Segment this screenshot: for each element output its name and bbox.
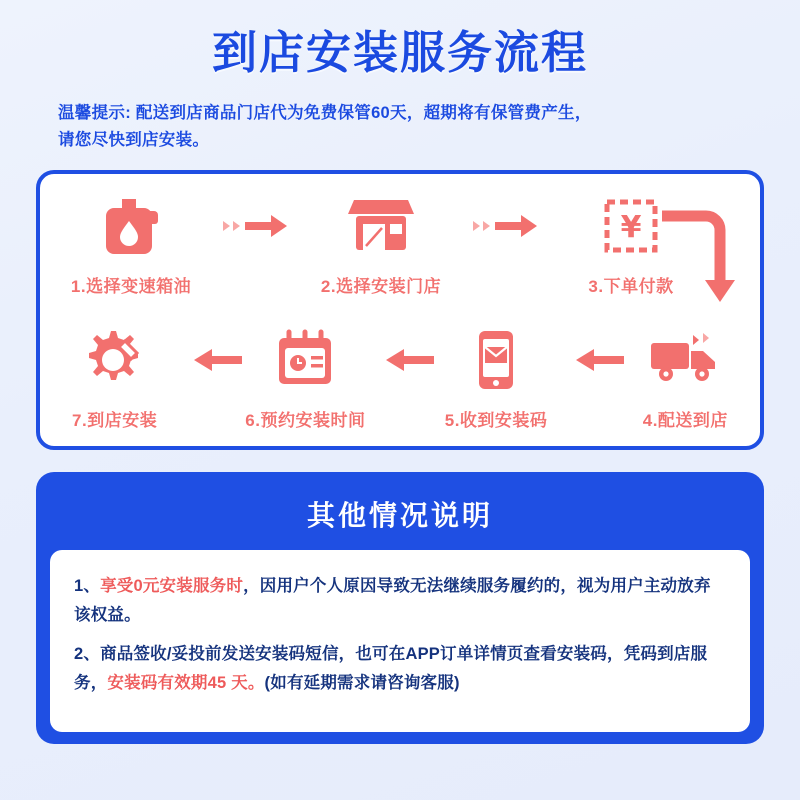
flow-step-4-label: 4.配送到店	[642, 410, 728, 430]
flow-step-1-label: 1.选择变速箱油	[70, 276, 192, 296]
flow-row-top	[40, 190, 760, 297]
flow-row-bottom	[40, 324, 760, 431]
flow-step-6	[245, 324, 365, 431]
other-item-1	[74, 572, 726, 630]
delivery-truck-icon	[627, 324, 744, 396]
other-item-2-note: (如有延期需求请咨询客服)	[264, 673, 460, 692]
shop-icon	[306, 190, 456, 262]
tip-line-2: 请您尽快到店安装。	[58, 130, 210, 149]
flow-step-7	[56, 324, 173, 431]
flow-step-2-label: 2.选择安装门店	[320, 276, 442, 296]
calendar-clock-icon	[245, 324, 365, 396]
tip-paragraph	[58, 100, 742, 154]
other-situations-title: 其他情况说明	[306, 499, 493, 531]
other-situations-body	[50, 550, 750, 732]
other-item-2	[74, 640, 726, 698]
other-item-1-prefix: 1、	[74, 576, 101, 595]
flow-step-5	[437, 324, 554, 431]
flow-step-5-label: 5.收到安装码	[444, 410, 548, 430]
flow-step-3-label: 3.下单付款	[588, 276, 674, 296]
other-item-2-highlight: 安装码有效期45 天。	[107, 673, 265, 692]
svg-text:¥: ¥	[620, 209, 642, 245]
flow-card	[36, 170, 764, 450]
arrow-left-icon-3	[555, 324, 627, 396]
arrow-right-icon-2	[470, 190, 542, 262]
flow-step-4	[627, 324, 744, 431]
oil-bottle-icon	[56, 190, 206, 262]
other-item-1-text: ，因用户个人原因导致无法继续服务履约的，视为用户主动放弃该权益。	[74, 576, 711, 624]
flow-step-1	[56, 190, 206, 297]
flow-step-6-label: 6.预约安装时间	[245, 410, 366, 430]
other-item-2-text: 商品签收/妥投前发送安装码短信，也可在APP订单详情页查看安装码，凭码到店服务，	[74, 644, 708, 692]
other-situations-card	[36, 472, 764, 744]
flow-step-2	[306, 190, 456, 297]
arrow-left-icon-1	[173, 324, 245, 396]
arrow-left-icon-2	[365, 324, 437, 396]
flow-step-7-label: 7.到店安装	[72, 410, 158, 430]
arrow-right-icon-1	[220, 190, 292, 262]
other-item-1-highlight: 享受0元安装服务时	[100, 576, 244, 595]
phone-message-icon	[437, 324, 554, 396]
gear-wrench-icon	[56, 324, 173, 396]
other-item-2-prefix: 2、	[74, 644, 101, 663]
arrow-corner-down-icon	[658, 202, 738, 320]
page-title: 到店安装服务流程	[211, 27, 588, 78]
tip-line-1: 温馨提示: 配送到店商品门店代为免费保管60天，超期将有保管费产生，	[58, 103, 592, 122]
